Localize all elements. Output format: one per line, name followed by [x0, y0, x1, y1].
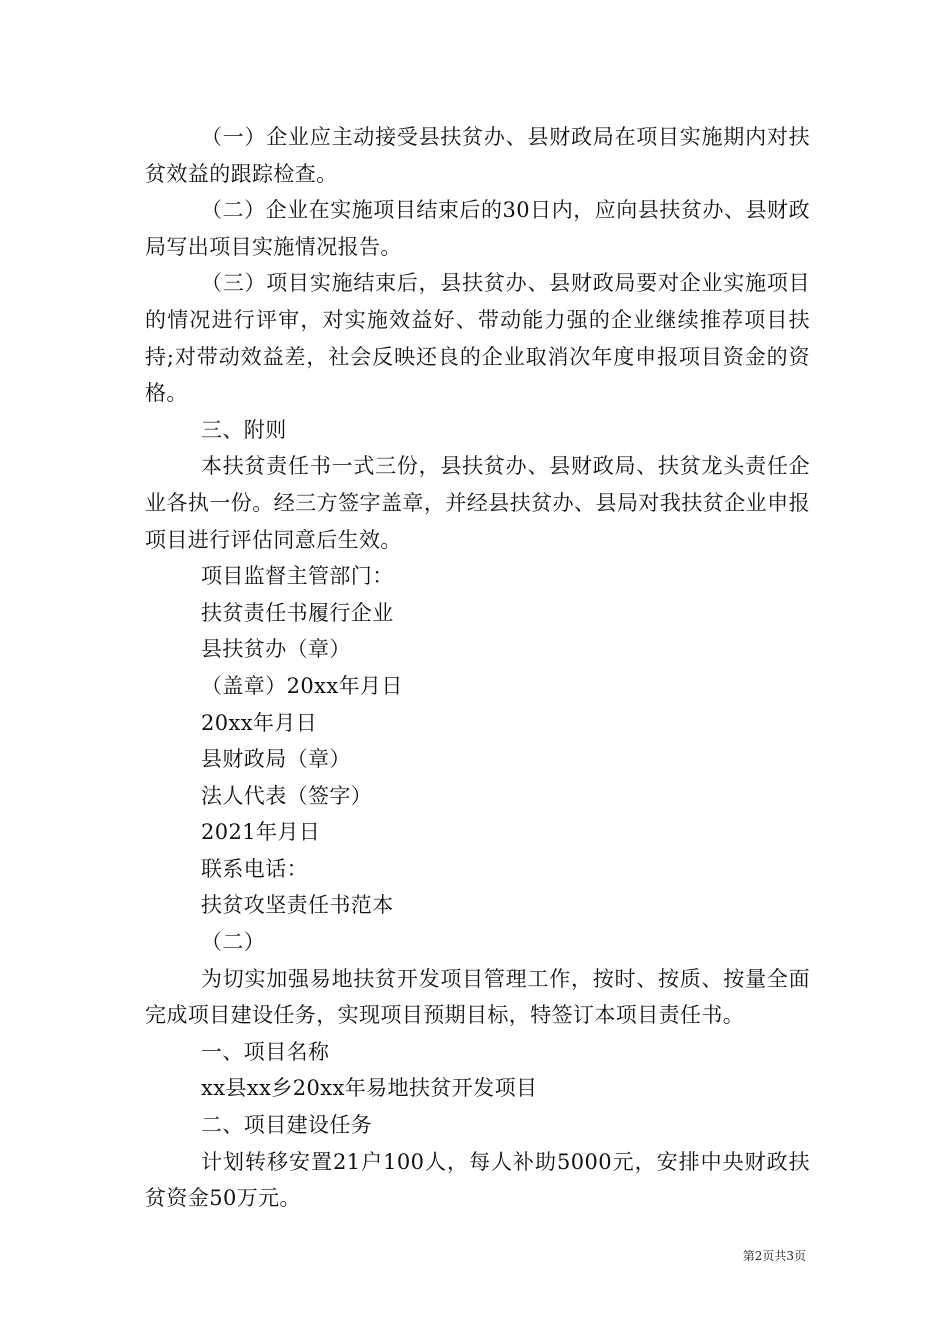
signature-finance-bureau-seal: 县财政局（章）: [201, 747, 351, 772]
paragraph-tasks: 计划转移安置21户100人，每人补助5000元，安排中央财政扶贫资金50万元。: [145, 1149, 810, 1211]
paragraph-inspection: （一）企业应主动接受县扶贫办、县财政局在项目实施期内对扶贫效益的跟踪检查。: [145, 125, 810, 186]
signature-supervisor-dept: 项目监督主管部门：: [201, 564, 394, 589]
signature-date-2021: 2021年月日: [201, 820, 321, 845]
signature-date: 20xx年月日: [201, 710, 318, 735]
signature-poverty-office-seal: 县扶贫办（章）: [201, 637, 351, 662]
section-heading-tasks: 二、项目建设任务: [201, 1113, 373, 1138]
document-title: 扶贫攻坚责任书范本: [201, 893, 394, 918]
section-heading-appendix: 三、附则: [201, 417, 287, 442]
section-heading-project-name: 一、项目名称: [201, 1039, 330, 1064]
document-body: [145, 119, 810, 1217]
paragraph-copies: 本扶贫责任书一式三份，县扶贫办、县财政局、扶贫龙头责任企业各执一份。经三方签字盖章，并经县扶贫办、县局对我扶贫企业申报项目进行评估同意后生效。: [145, 454, 810, 552]
signature-seal-date: （盖章）20xx年月日: [201, 673, 403, 698]
signature-enterprise: 扶贫责任书履行企业: [201, 600, 394, 625]
paragraph-review: （三）项目实施结束后，县扶贫办、县财政局要对企业实施项目的情况进行评审，对实施效益好、带动能力强的企业继续推荐项目扶持;对带动效益差，社会反映还良的企业取消次年度申报项目资金的资格。: [145, 271, 810, 406]
project-name: xx县xx乡20xx年易地扶贫开发项目: [201, 1076, 538, 1101]
paragraph-report: （二）企业在实施项目结束后的30日内，应向县扶贫办、县财政局写出项目实施情况报告。: [145, 198, 810, 259]
signature-legal-representative: 法人代表（签字）: [201, 783, 373, 808]
page-number: 第2页共3页: [742, 1249, 806, 1263]
paragraph-intro: 为切实加强易地扶贫开发项目管理工作，按时、按质、按量全面完成项目建设任务，实现项目预期目标，特签订本项目责任书。: [145, 966, 810, 1028]
document-subtitle: （二）: [201, 930, 266, 955]
contact-phone: 联系电话：: [201, 856, 308, 881]
